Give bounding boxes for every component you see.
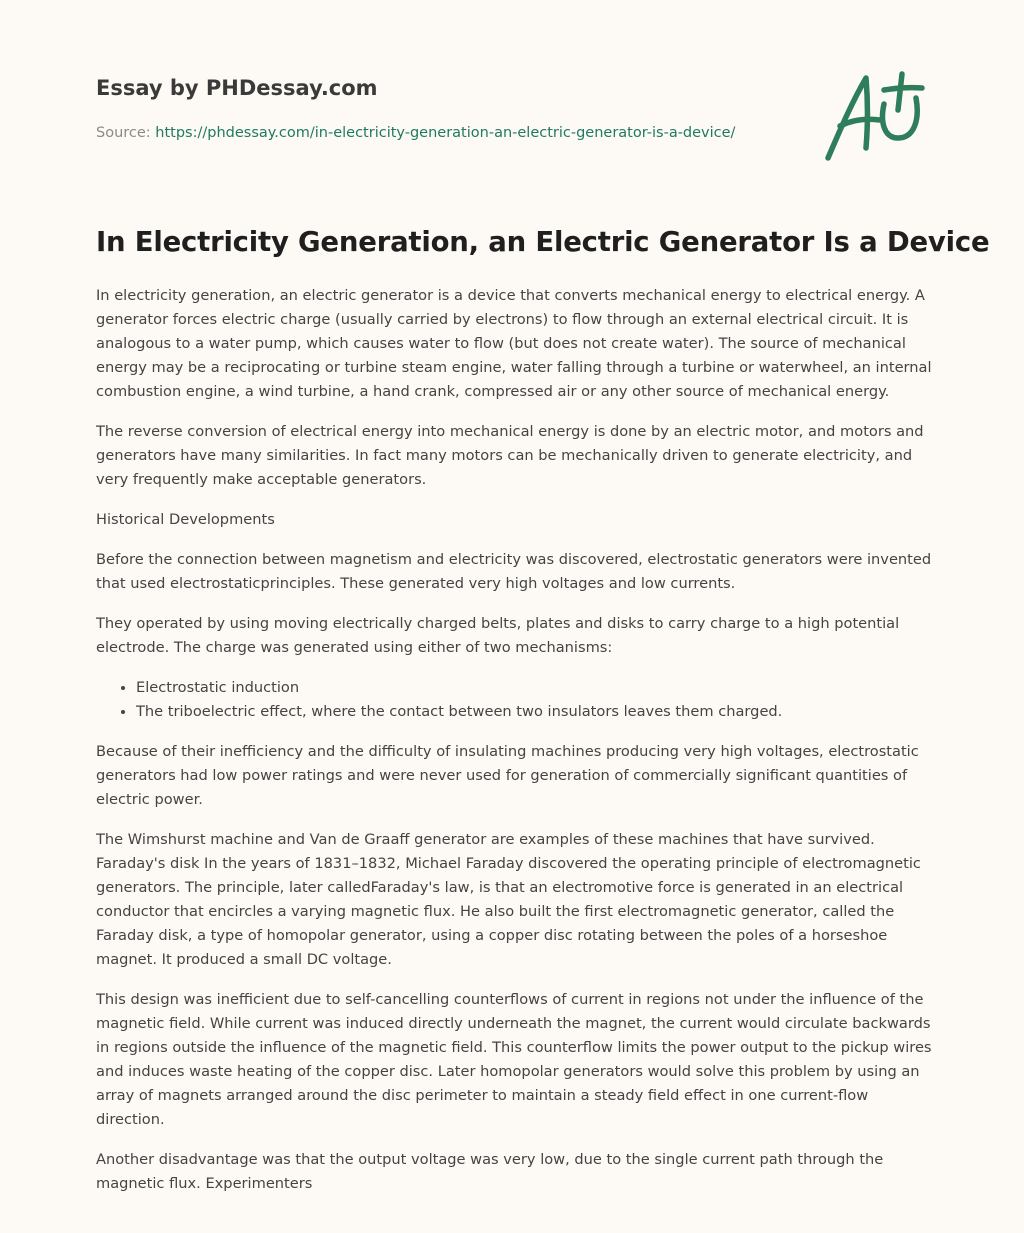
source-line <box>96 125 735 141</box>
paragraph: Before the connection between magnetism and electricity was discovered, electrostatic generators were invented that used electrostaticprinciples. These generated very high voltages and low currents. <box>96 551 932 592</box>
article-title: In Electricity Generation, an Electric Generator Is a Device <box>96 226 990 258</box>
brand-title: Essay by PHDessay.com <box>96 76 378 100</box>
paragraph: In electricity generation, an electric generator is a device that converts mechanical energy to electrical energy. A generator forces electric charge (usually carried by electrons) to flow through an external electrical circuit. It is analogous to a water pump, which causes water to flow (but does not create water). The source of mechanical energy may be a reciprocating or turbine steam engine, water falling through a turbine or waterwheel, an internal combustion engine, a wind turbine, a hand crank, compressed air or any other source of mechanical energy. <box>96 287 932 400</box>
source-label: Source: <box>96 125 156 141</box>
source-link[interactable]: https://phdessay.com/in-electricity-generation-an-electric-generator-is-a-device/ <box>155 125 736 141</box>
list-item: • The triboelectric effect, where the contact between two insulators leaves them charged. <box>136 700 936 724</box>
mechanism-list <box>96 676 936 724</box>
a-plus-logo-icon <box>822 68 932 164</box>
article-body <box>96 284 936 1212</box>
paragraph: This design was inefficient due to self-cancelling counterflows of current in regions not under the influence of the magnetic field. While current was induced directly underneath the magnet, the current would circulate backwards in regions outside the influence of the magnetic field. This counterflow limits the power output to the pickup wires and induces waste heating of the copper disc. Later homopolar generators would solve this problem by using an array of magnets arranged around the disc perimeter to maintain a steady field effect in one current-flow direction. <box>96 991 932 1128</box>
list-item: • Electrostatic induction <box>136 676 936 700</box>
paragraph: Because of their inefficiency and the difficulty of insulating machines producing very high voltages, electrostatic generators had low power ratings and were never used for generation of commercially significant quantities of electric power. <box>96 743 919 808</box>
section-subheading: Historical Developments <box>96 511 275 528</box>
paragraph: The Wimshurst machine and Van de Graaff generator are examples of these machines that have survived. Faraday's disk In the years of 1831–1832, Michael Faraday discovered the operating principle of electromagnetic generators. The principle, later calledFaraday's law, is that an electromotive force is generated in an electrical conductor that encircles a varying magnetic flux. He also built the first electromagnetic generator, called the Faraday disk, a type of homopolar generator, using a copper disc rotating between the poles of a horseshoe magnet. It produced a small DC voltage. <box>96 831 921 968</box>
paragraph: The reverse conversion of electrical energy into mechanical energy is done by an electric motor, and motors and generators have many similarities. In fact many motors can be mechanically driven to generate electricity, and very frequently make acceptable generators. <box>96 423 924 488</box>
paragraph: They operated by using moving electrically charged belts, plates and disks to carry charge to a high potential electrode. The charge was generated using either of two mechanisms: <box>96 615 900 656</box>
paragraph: Another disadvantage was that the output voltage was very low, due to the single current path through the magnetic flux. Experimenters <box>96 1151 884 1192</box>
